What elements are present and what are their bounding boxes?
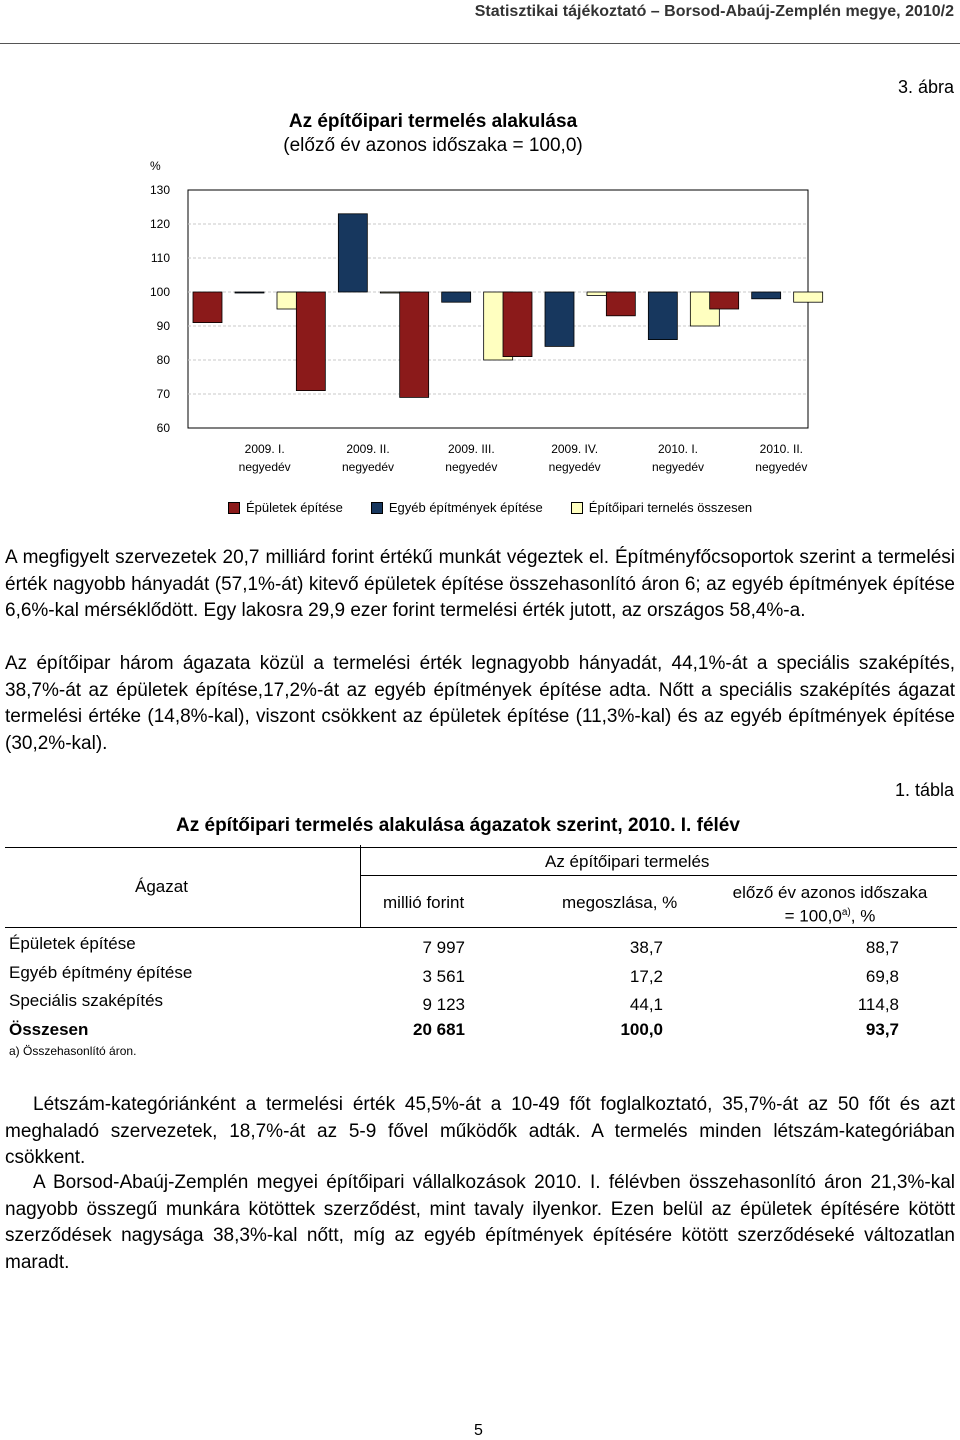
header-group-rule — [360, 875, 957, 876]
x-tick-label: negyedév — [238, 460, 291, 474]
x-tick-label: negyedév — [548, 460, 601, 474]
legend-label-other-structures: Egyéb építmények építése — [388, 500, 543, 515]
header-share: megoszlása, % — [562, 893, 678, 912]
page-header — [0, 0, 960, 44]
x-tick-label: 2010. II. — [759, 442, 804, 456]
table-label: 1. tábla — [894, 780, 954, 800]
bar-chart — [0, 150, 960, 490]
x-tick-label: 2009. III. — [447, 442, 495, 456]
x-tick-label: 2009. II. — [346, 442, 390, 456]
bar — [794, 292, 823, 302]
chart-title: Az építőipari termelés alakulása — [288, 111, 578, 132]
header-index-prefix: = 100,0 — [784, 906, 842, 926]
y-axis-ticks — [150, 183, 170, 435]
bar — [752, 292, 781, 299]
y-tick-label: 100 — [149, 285, 170, 299]
row-share: 44,1 — [629, 995, 663, 1014]
bar — [235, 292, 264, 293]
table-top-rule — [5, 847, 957, 848]
row-mft: 7 997 — [422, 938, 465, 957]
row-share: 17,2 — [629, 967, 663, 986]
row-mft: 9 123 — [422, 995, 465, 1014]
footnote-marker: a) — [841, 907, 851, 918]
header-sector: Ágazat — [135, 877, 188, 896]
x-tick-label: 2009. IV. — [551, 442, 599, 456]
row-index: 69,8 — [865, 967, 899, 986]
legend-swatch-other-structures — [371, 502, 383, 514]
x-tick-label: negyedév — [651, 460, 705, 474]
header-index-line1: előző év azonos időszaka — [732, 883, 928, 902]
bar — [442, 292, 471, 302]
page-number: 5 — [474, 1422, 483, 1439]
paragraph-2: Az építőipar három ágazata közül a termelési érték legnagyobb hányadát, 44,1%-át a speciális szaképítés, 38,7%-át az épületek építése,17,2%-át az egyéb építmények építése adta. Nőtt a speciális szaképítés ágazat termelési értéke (14,8%-kal), viszont csökkent az épületek építése (11,3%-kal) és az egyéb építmények építése (30,2%-kal). — [5, 653, 955, 754]
table-title: Az építőipari termelés alakulása ágazatok szerint, 2010. I. félév — [176, 815, 740, 836]
bar — [400, 292, 429, 397]
y-tick-label: 110 — [150, 251, 170, 265]
table-header-rule — [5, 927, 957, 928]
legend-swatch-buildings — [228, 502, 240, 514]
header-index — [705, 883, 955, 927]
row-name: Épületek építése — [9, 934, 136, 953]
header-divider — [0, 43, 960, 44]
y-tick-label: 120 — [149, 217, 170, 231]
header-index-suffix: , % — [850, 906, 876, 926]
legend-item-total — [571, 500, 752, 515]
x-axis-ticks — [239, 442, 808, 474]
row-mft: 3 561 — [422, 967, 465, 986]
x-tick-label: negyedév — [341, 460, 395, 474]
row-index: 88,7 — [865, 938, 899, 957]
chart-legend — [228, 500, 752, 515]
x-tick-label: 2009. I. — [244, 442, 285, 456]
row-name: Egyéb építmény építése — [9, 963, 193, 982]
x-tick-label: 2010. I. — [657, 442, 699, 456]
row-name: Speciális szaképítés — [9, 991, 164, 1010]
row-name-total: Összesen — [9, 1020, 89, 1039]
header-group: Az építőipari termelés — [545, 852, 710, 871]
legend-swatch-total — [571, 502, 583, 514]
bar — [503, 292, 532, 357]
row-index-total: 93,7 — [865, 1020, 899, 1039]
header-million-huf: millió forint — [383, 893, 465, 912]
x-tick-label: negyedév — [755, 460, 808, 474]
bar — [296, 292, 325, 391]
y-tick-label: 90 — [156, 319, 170, 333]
legend-item-other-structures — [371, 500, 543, 515]
legend-label-total: Építőipari ternelés összesen — [588, 500, 753, 515]
chart-subtitle: (előző év azonos időszaka = 100,0) — [283, 135, 583, 156]
y-tick-label: 80 — [156, 353, 170, 367]
row-share-total: 100,0 — [620, 1020, 663, 1039]
y-tick-label: 70 — [156, 387, 170, 401]
x-tick-label: negyedév — [445, 460, 498, 474]
bar — [193, 292, 222, 323]
header-vertical-rule — [360, 845, 361, 927]
paragraph-4: A Borsod-Abaúj-Zemplén megyei építőipari vállalkozások 2010. I. félévben összehasonlító áron 21,3%-kal nagyobb összegű munkára kötöttek szerződést, mint tavaly ilyenkor. Ezen belül az épületek építésére kötött szerződések nagysága 38,3%-kal nőtt, míg az egyéb építmények építésére kötött szerződéseké változatlan maradt. — [5, 1172, 955, 1273]
row-share: 38,7 — [629, 938, 663, 957]
bar — [338, 214, 367, 292]
table-footnote: a) Összehasonlító áron. — [9, 1044, 137, 1058]
y-axis-label: % — [150, 159, 161, 173]
bar — [710, 292, 739, 309]
legend-item-buildings — [228, 500, 343, 515]
bar — [606, 292, 635, 316]
y-tick-label: 60 — [156, 421, 170, 435]
paragraph-3: Létszám-kategóriánként a termelési érték 45,5%-át a 10-49 főt foglalkoztató, 35,7%-át az 50 főt és azt meghaladó szervezetek, 18,7%-át az 5-9 fővel működők adták. A termelés minden létszám-kategóriában csökkent. — [5, 1094, 955, 1168]
legend-label-buildings: Épületek építése — [246, 500, 343, 515]
y-tick-label: 130 — [149, 183, 170, 197]
row-mft-total: 20 681 — [413, 1020, 465, 1039]
figure-label: 3. ábra — [897, 77, 954, 97]
header-title: Statisztikai tájékoztató – Borsod-Abaúj-Zemplén megye, 2010/2 — [474, 3, 954, 20]
bar — [545, 292, 574, 346]
paragraph-1: A megfigyelt szervezetek 20,7 milliárd forint értékű munkát végeztek el. Építményfőcsoportok szerint a termelési érték nagyobb hányadát (57,1%-át) kitevő épületek építése összehasonlító áron 6; az egyéb építmények építése 6,6%-kal mérséklődött. Egy lakosra 29,9 ezer forint termelési érték jutott, az országos 58,4%-a. — [5, 547, 955, 621]
row-index: 114,8 — [857, 995, 899, 1014]
bar — [648, 292, 677, 340]
